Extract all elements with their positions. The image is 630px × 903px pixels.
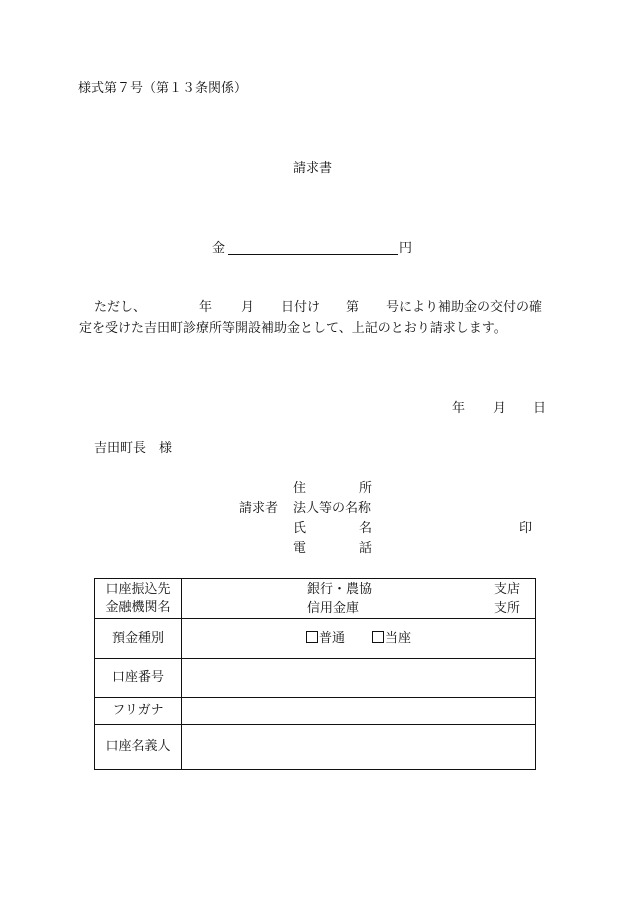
bank-type-1: 銀行・農協 — [307, 581, 373, 597]
claimant-address-b: 所 — [359, 481, 373, 496]
bank-institution-value[interactable] — [182, 579, 536, 619]
deposit-type-options — [182, 619, 536, 659]
account-holder-field[interactable] — [182, 725, 536, 770]
addressee: 吉田町長 様 — [94, 441, 173, 456]
deposit-ordinary-label: 普通 — [319, 630, 346, 646]
checkbox-icon[interactable] — [306, 631, 318, 643]
body-line1-no-prefix: 第 — [346, 300, 360, 315]
branch-1: 支店 — [494, 581, 521, 597]
account-number-label: 口座番号 — [95, 659, 182, 698]
branch-2: 支所 — [494, 600, 521, 616]
page-title: 請求書 — [293, 161, 333, 176]
claimant-phone-b: 話 — [359, 541, 373, 556]
bank-label-line1: 口座振込先 — [105, 581, 171, 597]
amount-suffix: 円 — [399, 241, 413, 256]
furigana-label: フリガナ — [95, 698, 182, 725]
deposit-type-label: 預金種別 — [95, 619, 182, 659]
bank-label-line2: 金融機関名 — [105, 599, 171, 615]
body-line2: 定を受けた吉田町診療所等開設補助金として、上記のとおり請求します。 — [79, 321, 507, 336]
account-number-field[interactable] — [182, 659, 536, 698]
account-holder-label: 口座名義人 — [95, 725, 182, 770]
bank-row-holder — [95, 725, 536, 770]
bank-type-2: 信用金庫 — [307, 600, 360, 616]
claimant-label: 請求者 — [239, 501, 279, 516]
date-year: 年 — [452, 401, 466, 416]
bank-account-table — [94, 578, 536, 770]
claimant-name-b: 名 — [359, 521, 373, 536]
deposit-current-label: 当座 — [385, 630, 412, 646]
claimant-phone-a: 電 — [293, 541, 307, 556]
deposit-option-ordinary[interactable] — [306, 631, 345, 647]
claimant-name-a: 氏 — [293, 521, 307, 536]
amount-prefix: 金 — [212, 241, 226, 256]
body-line1-dated: 日付け — [281, 300, 321, 315]
bank-row-deposit — [95, 619, 536, 659]
amount-line — [228, 254, 398, 255]
deposit-option-current[interactable] — [372, 631, 411, 647]
bank-row-account-number — [95, 659, 536, 698]
bank-row-institution — [95, 579, 536, 619]
date-month: 月 — [493, 401, 507, 416]
seal-mark: 印 — [519, 521, 533, 536]
body-line1-lead: ただし、 — [94, 300, 147, 315]
body-line1-year: 年 — [199, 300, 213, 315]
date-day: 日 — [533, 401, 547, 416]
form-id: 様式第７号（第１３条関係） — [78, 81, 248, 96]
checkbox-icon[interactable] — [372, 631, 384, 643]
claimant-corp-name: 法人等の名称 — [293, 501, 372, 516]
body-line1-month: 月 — [241, 300, 255, 315]
furigana-field[interactable] — [182, 698, 536, 725]
bank-row-furigana — [95, 698, 536, 725]
bank-institution-label — [95, 579, 182, 619]
body-line1-tail: 号により補助金の交付の確 — [386, 300, 543, 315]
claimant-address-a: 住 — [293, 481, 307, 496]
